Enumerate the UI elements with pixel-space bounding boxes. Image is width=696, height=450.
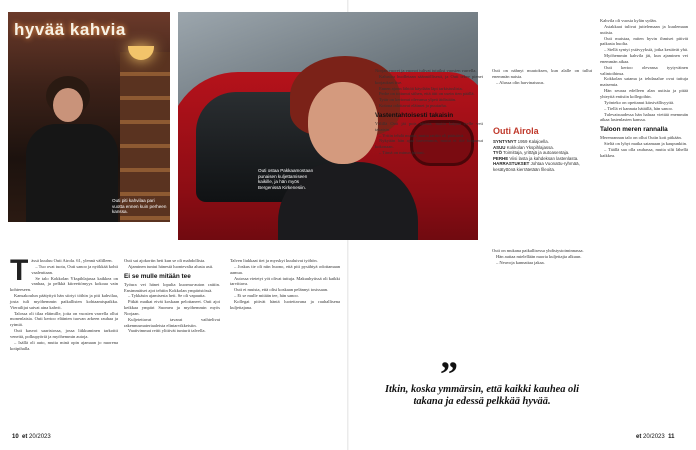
- body-paragraph: Sieltä on lyhyt matka satamaan ja kaupunkiin.: [604, 141, 688, 147]
- body-paragraph: – Tykkäsin ajamisesta heti. Se oli vapautta.: [128, 293, 206, 299]
- lead-paragraph: Kansakoulun päätyttyä hän siirtyi töihin ja piti kahvilaa, josta tuli myöhemmin paikallisten kohtaamispaikka. Vierailijat saivat aina kahvit.: [10, 293, 118, 310]
- lead-paragraph: – Tuo ovat tuotu, Outi sanoo ja nyökkää kohti vaaleuttaan.: [31, 263, 118, 275]
- body-paragraph: Ajaminen tuntui hänestä luontevalta alusta asti.: [128, 263, 214, 269]
- lead-paragraph: Outi kasvoi saaristossa, jossa liikkuminen tarkoitti veneitä, polkupyöriä ja myöhemmin autoja.: [10, 328, 118, 339]
- subheading: Vastentahtoisesti takaisin: [375, 111, 454, 119]
- infobox-key: TYÖ: [493, 150, 503, 156]
- infobox-title: Outi Airola: [493, 126, 539, 136]
- body-paragraph: – Neuvoja kannattaa jakaa.: [496, 259, 545, 265]
- cafe-photo-caption: Outi piti kahvilaa pari vuotta ennen kuin perheen kanssa.: [112, 198, 167, 215]
- body-column-4: [375, 68, 483, 156]
- footer-right: [636, 434, 674, 440]
- body-paragraph: Perhe on tottunut siihen, että äiti on usein tien päällä.: [379, 91, 475, 97]
- infobox-row: [493, 161, 591, 172]
- magazine-logo: et: [22, 434, 28, 440]
- magazine-logo: et: [636, 434, 642, 440]
- lead-paragraph: ässä kuuluu Outi Airola. 61, ylennä välilleen.: [31, 258, 113, 263]
- infobox-value: Viisi lasta ja kahdeksan lastenlasta.: [509, 155, 579, 161]
- driver-face: [308, 82, 378, 164]
- body-paragraph: Hän auttaa mielellään nuoria kuljettajia alkuun.: [496, 253, 582, 259]
- quote-mark: ”: [440, 354, 458, 394]
- infobox-key: SYNTYNYT: [493, 139, 517, 144]
- body-paragraph: Outi on mukana paikallisessa yhdistystoiminnassa.: [492, 248, 584, 253]
- body-paragraph: Merenrannan talo on ollut Outin koti pitkään.: [600, 135, 682, 141]
- footer-left: [12, 434, 51, 440]
- body-paragraph: Kahvila oli vuosia kylän sydän.: [600, 18, 657, 23]
- cafe-photo: [8, 12, 170, 222]
- body-column-2: [124, 258, 220, 334]
- lead-paragraph: Talossa oli tilaa eläimille, joita on vuosien varrella ollut monenlaisia. Outi kertoo eläinten tuovan arkeen rauhaa ja rytmiä.: [10, 310, 118, 328]
- body-paragraph: Outi on nähnyt muutoksen, kun alalle on tullut enemmän naisia.: [492, 68, 592, 79]
- body-paragraph: Norjan vuoret ja vuonot tulivat tutuiksi vuosien varrella.: [375, 68, 477, 73]
- body-column-5: [492, 68, 592, 86]
- body-paragraph: Välillä Outi jäi pois ajoista, mutta kaipuu tielle veti takaisin.: [375, 120, 483, 132]
- body-paragraph: Kuljetettavat tavarat vaihtelivat rakennusmateriaaleista elintarvikkeisiin.: [124, 316, 220, 328]
- body-paragraph: Pitkät matkat eivät koskaan pelottaneet. Outi ajoi keikkaa ympäri Suomea ja myöhemmin myös Norjaan.: [124, 299, 220, 316]
- truck-photo-caption: Outi ostaa Pakkaamostaan punaisen kuljettamiseen kaikille, ja hän myös Bergenissä Kirkenesiin.: [258, 168, 314, 190]
- body-paragraph: Outi sai ajokortin heti kun se oli mahdollista.: [124, 258, 206, 263]
- body-paragraph: Myöhemmin kahvila jäi, kun ajaminen vei enemmän aikaa.: [600, 53, 688, 64]
- body-paragraph: – Siellä syntyi ystävyyksiä, jotka kestävät yhä.: [604, 47, 688, 53]
- body-paragraph: – Tämä on minun juttuni.: [379, 150, 425, 156]
- page-number-right: 11: [668, 434, 675, 440]
- infobox-value: Kokkolan Ykspihlajassa.: [506, 144, 554, 150]
- lead-paragraph: – Isällä oli auto, mutta minä opin ajamaan jo nuorena kotipihalla.: [10, 339, 118, 351]
- body-paragraph: Vaativimmat reitit ylittivät tunturit talvella.: [128, 328, 206, 334]
- infobox-key: PERHE: [493, 155, 509, 161]
- infobox-value: Toimittaja, yrittäjä ja autoasentaja.: [503, 150, 570, 156]
- body-paragraph: Outi kertoo olevansa tyytyväinen valintoihinsa.: [600, 64, 688, 76]
- infobox-value: 1959 Kalajoella.: [517, 139, 549, 144]
- body-paragraph: Nykyään hän ajaa harvemmin, mutta ei ole luopunut kokonaan.: [375, 138, 483, 150]
- pull-quote: Itkin, koska ymmärsin, että kaikki kauhea oli takana ja edessä pelkkää hyvää.: [385, 384, 579, 407]
- body-paragraph: – Täällä saa olla rauhassa, mutta silti lähellä kaikkea.: [600, 146, 688, 158]
- body-paragraph: – Tiellä ei kannata hätäillä, hän sanoo.: [604, 105, 673, 111]
- subheading: Ei se mulle mitään tee: [124, 272, 191, 280]
- body-paragraph: Työnteko on opettanut kärsivällisyyttä.: [604, 99, 675, 105]
- body-paragraph: Tytär on kertonut olevansa ylpeä äidistään.: [379, 97, 457, 103]
- page-number-left: 10: [12, 434, 19, 440]
- body-paragraph: Kokkolan satama ja tehdasalue ovat tuttuja maisemia.: [600, 76, 688, 88]
- body-column-6: [600, 18, 688, 159]
- cafe-sign-text: hyvää kahvia: [14, 20, 126, 39]
- body-column-3: [230, 258, 340, 311]
- body-paragraph: Talven liukkaat tiet ja myrskyt kuuluivat työhön.: [230, 258, 318, 263]
- cafe-sign: [8, 18, 158, 44]
- body-paragraph: Kalustoa huolletaan säännöllisesti, ja Outi tekee pienet korjaukset itse.: [375, 73, 483, 85]
- woman-body: [26, 124, 118, 222]
- bar-shelf: [120, 52, 170, 222]
- body-paragraph: – Yritin tehdä muuta, mutta rattiin oli päästävä.: [379, 132, 465, 138]
- infobox-value: Johtaa Vuonattu-ryhmää, kesätyttönä kierrätetään fileoita.: [493, 161, 580, 172]
- body-paragraph: Asiakkaat tulivat juttelemaan ja kuulemaan uutisia.: [600, 23, 688, 35]
- body-paragraph: Kollegat pitivät häntä luotettavana ja rauhallisena kuljettajana.: [230, 298, 340, 310]
- body-paragraph: Tulevaisuudessa hän haluaa viettää enemmän aikaa lastenlasten kanssa.: [600, 111, 688, 123]
- lead-column: [10, 254, 118, 352]
- issue-number: 20/2023: [643, 434, 665, 440]
- body-paragraph: – Ei se mulle mitään tee, hän sanoo.: [234, 293, 299, 299]
- body-paragraph: – Joskus tie oli niin huono, että piti pysähtyä odottamaan aamua.: [230, 263, 340, 275]
- body-paragraph: Hän seuraa edelleen alan uutisia ja pitää yhteyttä entisiin kollegoihin.: [600, 88, 688, 99]
- issue-number: 20/2023: [29, 434, 51, 440]
- body-column-5b: [492, 248, 592, 266]
- dropcap: T: [10, 254, 29, 287]
- profile-infobox: [493, 126, 591, 173]
- lead-paragraph: Se talo Kokkolan Ykspihlajassa kaikkea on vanhaa, ja pelkkä kiireettömyys kokoaa vain kohteeseen.: [10, 275, 118, 293]
- body-paragraph: Autossa vietetyt yöt olivat tuttuja. Makuuhytissä oli kaikki tarvittava.: [230, 275, 340, 287]
- subheading: Taloon meren rannalla: [600, 126, 668, 134]
- infobox-key: ASUU: [493, 144, 506, 150]
- body-paragraph: Työura vei hänet lopulta kuorma-auton rattiin. Ensimmäiset ajot tehtiin Kokkolan ympäristössä.: [124, 281, 220, 293]
- body-paragraph: Outi muistaa, miten hyvin ihmiset pitivät paikasta huolta.: [600, 35, 688, 47]
- body-paragraph: Kotona odottavat eläimet ja puutarha.: [379, 103, 447, 109]
- body-paragraph: Ennen ajoon lähtöä käydään läpi tarkistuslista.: [379, 85, 463, 91]
- body-paragraph: – Alussa olin harvinaisuus.: [496, 79, 545, 85]
- woman-face: [53, 88, 83, 122]
- body-paragraph: Outi ei muista, että olisi koskaan pelännyt tosissaan.: [234, 287, 329, 293]
- infobox-key: HARRASTUKSET: [493, 161, 530, 167]
